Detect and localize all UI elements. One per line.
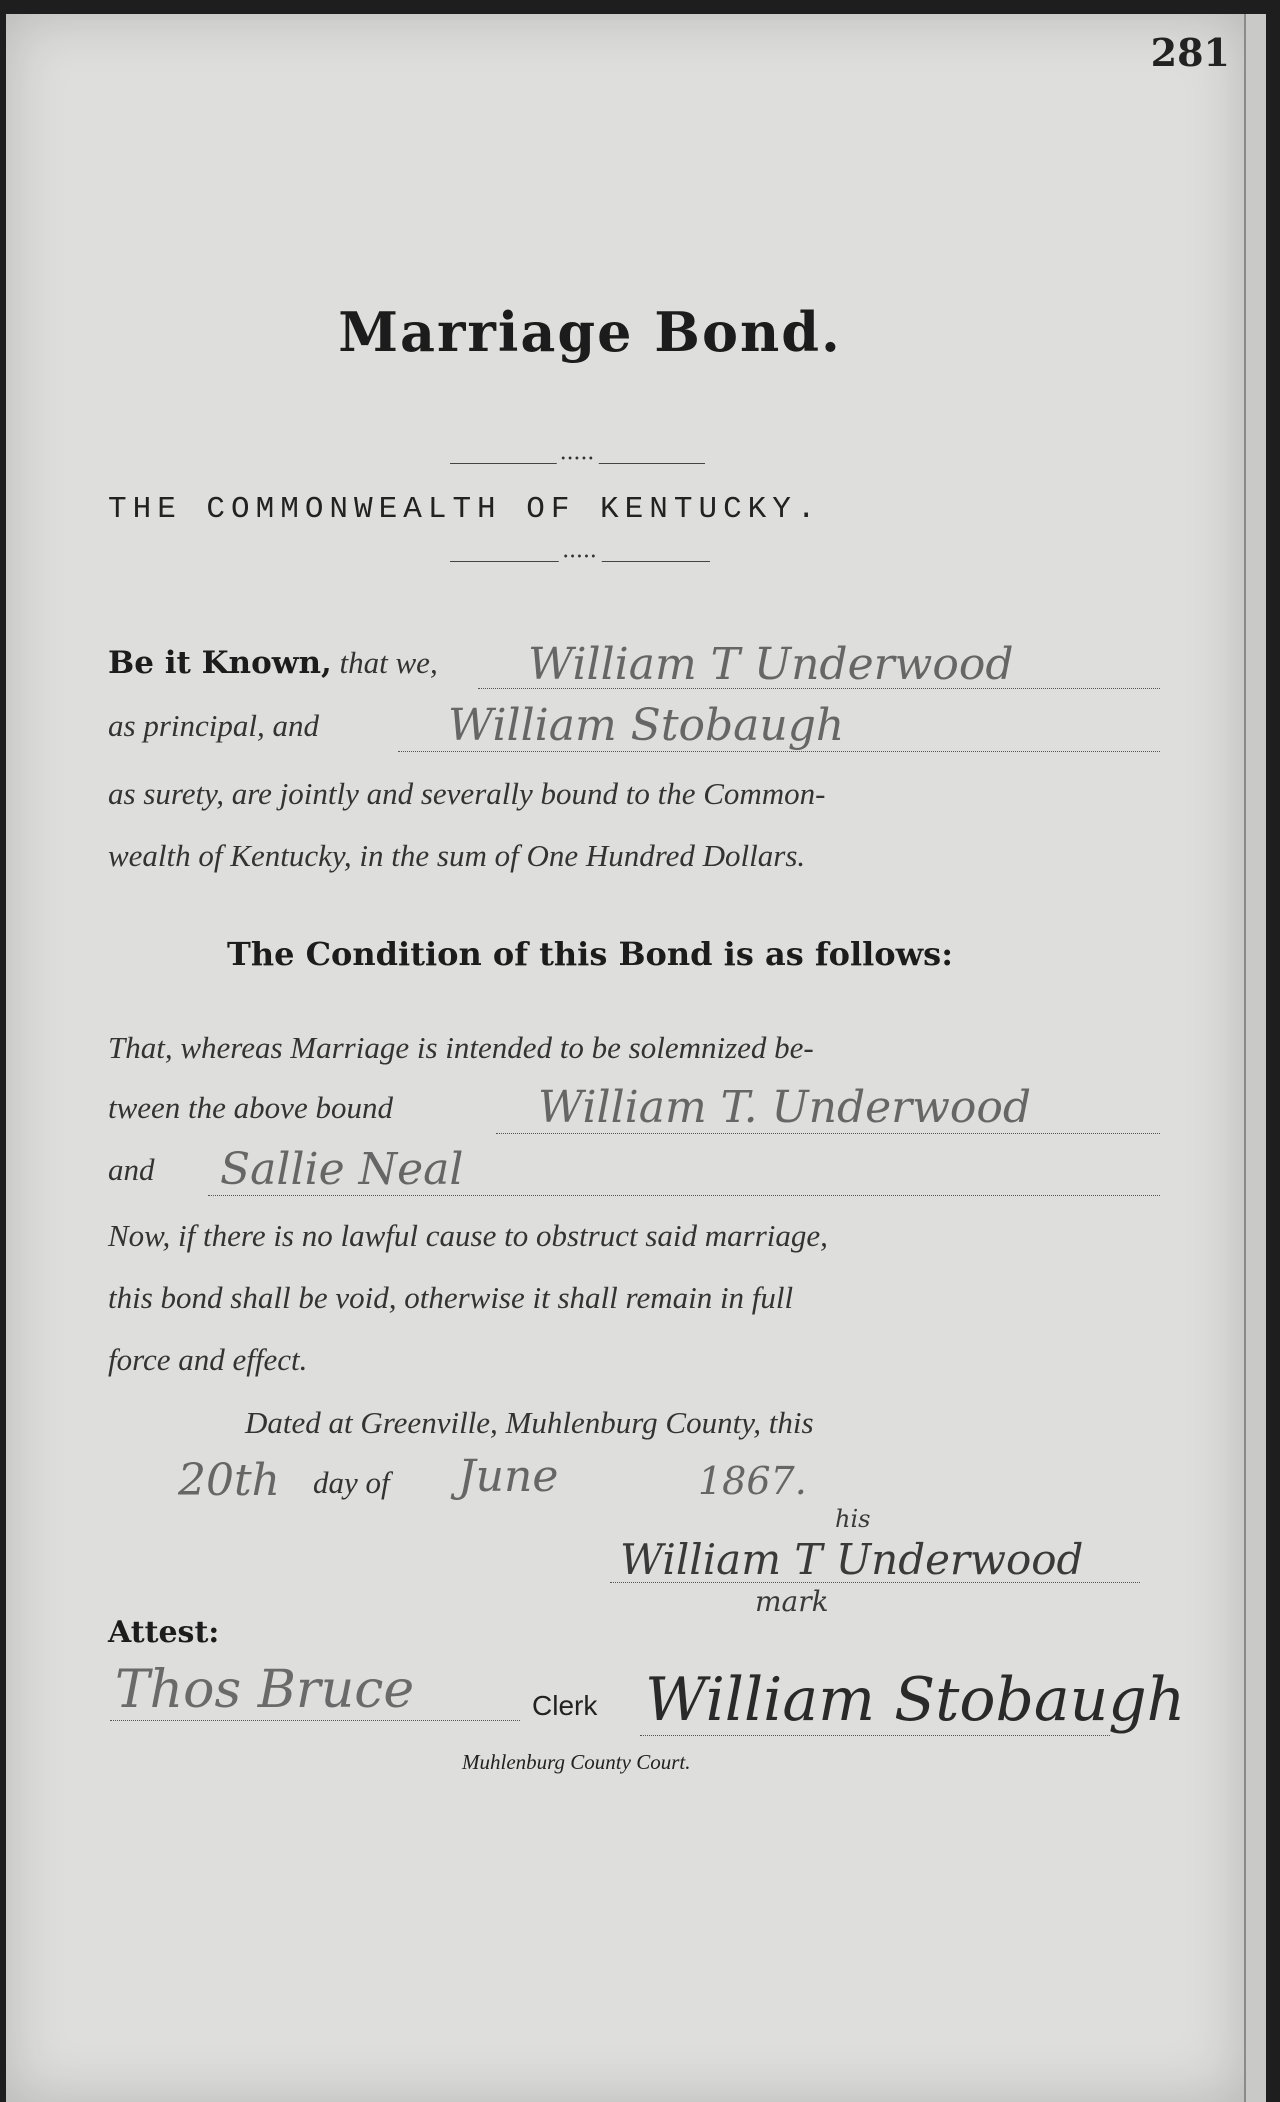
condition-line-2 [108,1082,1058,1144]
page-edge [1244,14,1266,2102]
clerk-signature-line [110,1720,520,1721]
surety-line: as surety, are jointly and severally bound to the Common- [108,776,826,811]
clerk-label: Clerk [532,1690,598,1721]
principal-line [108,700,1058,762]
condition-line-3 [108,1144,1058,1206]
condition-line-6: force and effect. [108,1342,308,1377]
between-label: tween the above bound [108,1090,393,1125]
date-month: June [458,1451,559,1502]
principal-name: William T Underwood [528,639,1014,690]
condition-line-5: this bond shall be void, otherwise it shall remain in full [108,1280,794,1315]
condition-line-4: Now, if there is no lawful cause to obstruct said marriage, [108,1218,828,1253]
known-prefix: Be it Known, [108,645,332,681]
date-fill-line [108,1451,1058,1519]
date-year: 1867. [698,1459,807,1503]
document-title: Marriage Bond. [338,300,842,364]
his-label: his [835,1505,871,1533]
surety-signature-line [640,1735,1110,1736]
condition-line-1: That, whereas Marriage is intended to be solemnized be- [108,1030,814,1065]
as-principal-label: as principal, and [108,708,319,743]
commonwealth-heading: THE COMMONWEALTH OF KENTUCKY. [108,492,822,527]
bride-name: Sallie Neal [220,1144,464,1195]
clerk-signature: Thos Bruce [115,1660,415,1720]
and-label: and [108,1152,155,1187]
page-number: 281 [1150,30,1230,75]
principal-signature: William T Underwood [620,1535,1084,1584]
known-rest: that we, [339,645,438,680]
groom-fill-line [496,1133,1160,1134]
groom-name: William T. Underwood [538,1082,1032,1133]
ornament-rule-bottom [450,561,710,562]
date-day: 20th [178,1455,281,1506]
surety-fill-line [398,751,1160,752]
condition-heading: The Condition of this Bond is as follows: [227,935,953,973]
day-of-label: day of [313,1465,390,1500]
surety-signature: William Stobaugh [645,1665,1186,1735]
ornament-rule-top [450,463,705,464]
known-line [108,639,1058,699]
sum-line: wealth of Kentucky, in the sum of One Hundred Dollars. [108,838,806,873]
mark-label: mark [755,1585,829,1618]
surety-name: William Stobaugh [448,700,845,751]
bride-fill-line [208,1195,1160,1196]
court-label: Muhlenburg County Court. [462,1750,691,1774]
attest-label: Attest: [108,1615,220,1650]
dated-line: Dated at Greenville, Muhlenburg County, this [245,1405,814,1440]
